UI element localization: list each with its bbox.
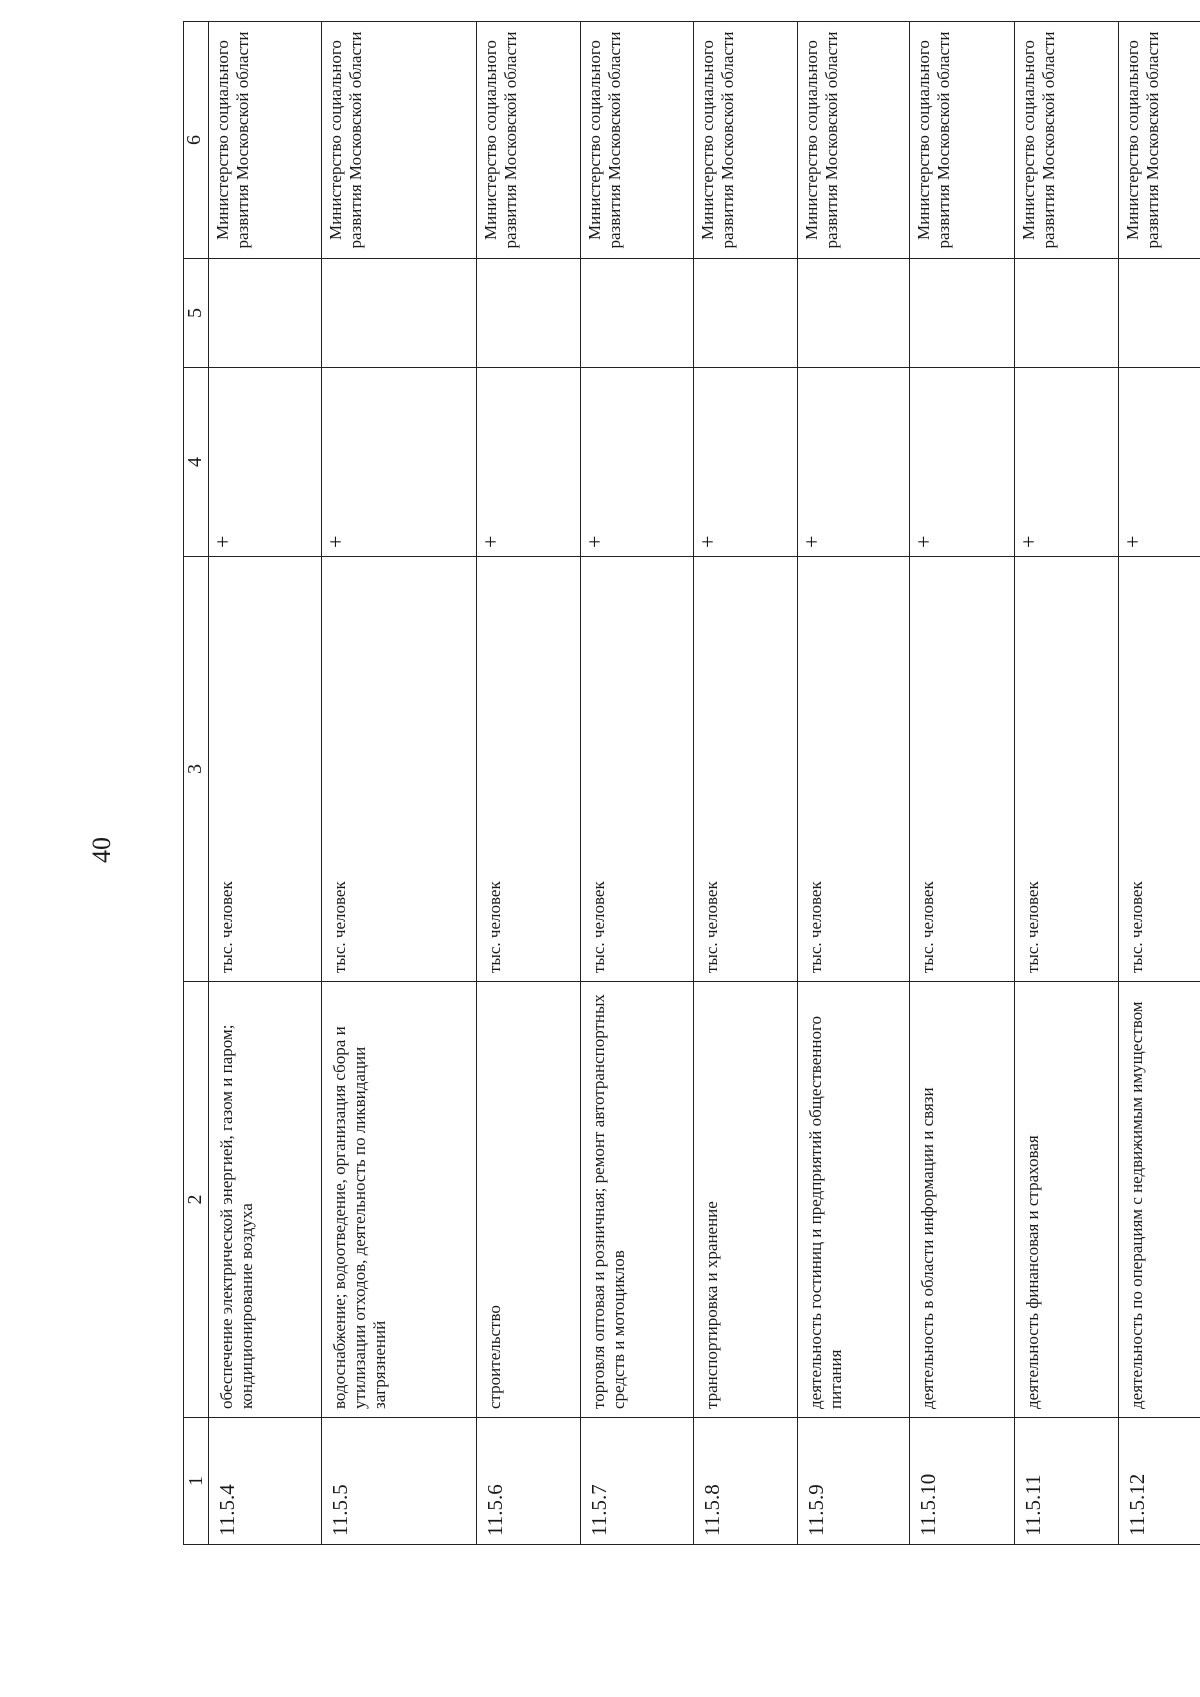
agency-cell: Министерство социального развития Московской области <box>910 22 1014 259</box>
table-row <box>321 22 476 1545</box>
code-cell: 11.5.7 <box>580 1418 693 1545</box>
table-header-row <box>184 22 209 1545</box>
mark-cell: + <box>476 368 580 557</box>
unit-cell: тыс. человек <box>797 557 910 982</box>
unit-cell: тыс. человек <box>1014 557 1118 982</box>
mark-cell: + <box>580 368 693 557</box>
unit-cell: тыс. человек <box>580 557 693 982</box>
unit-cell: тыс. человек <box>910 557 1014 982</box>
unit-cell: тыс. человек <box>693 557 797 982</box>
name-cell: деятельность финансовая и страховая <box>1014 982 1118 1418</box>
agency-cell: Министерство социального развития Московской области <box>476 22 580 259</box>
header-col-1: 1 <box>184 1418 209 1545</box>
name-cell: обеспечение электрической энергией, газом и паром; кондиционирование воздуха <box>209 982 322 1418</box>
code-cell: 11.5.4 <box>209 1418 322 1545</box>
table-row <box>476 22 580 1545</box>
mark-cell: + <box>1118 368 1200 557</box>
code-cell: 11.5.12 <box>1118 1418 1200 1545</box>
col5-cell <box>693 259 797 368</box>
mark-cell: + <box>321 368 476 557</box>
col5-cell <box>797 259 910 368</box>
col5-cell <box>209 259 322 368</box>
name-cell: транспортировка и хранение <box>693 982 797 1418</box>
col5-cell <box>321 259 476 368</box>
page-number: 40 <box>87 837 116 863</box>
name-cell: деятельность в области информации и связи <box>910 982 1014 1418</box>
name-cell: водоснабжение; водоотведение, организация сбора и утилизации отходов, деятельность по ликвидации загрязнений <box>321 982 476 1418</box>
name-cell: деятельность по операциям с недвижимым имуществом <box>1118 982 1200 1418</box>
code-cell: 11.5.5 <box>321 1418 476 1545</box>
agency-cell: Министерство социального развития Московской области <box>1014 22 1118 259</box>
header-col-6: 6 <box>184 22 209 259</box>
mark-cell: + <box>1014 368 1118 557</box>
name-cell: строительство <box>476 982 580 1418</box>
agency-cell: Министерство социального развития Московской области <box>580 22 693 259</box>
code-cell: 11.5.6 <box>476 1418 580 1545</box>
agency-cell: Министерство социального развития Московской области <box>1118 22 1200 259</box>
name-cell: деятельность гостиниц и предприятий общественного питания <box>797 982 910 1418</box>
mark-cell: + <box>209 368 322 557</box>
col5-cell <box>476 259 580 368</box>
header-col-2: 2 <box>184 982 209 1418</box>
name-cell: торговля оптовая и розничная; ремонт автотранспортных средств и мотоциклов <box>580 982 693 1418</box>
unit-cell: тыс. человек <box>321 557 476 982</box>
table-row <box>209 22 322 1545</box>
agency-cell: Министерство социального развития Московской области <box>321 22 476 259</box>
indicators-table <box>183 21 1200 1545</box>
mark-cell: + <box>693 368 797 557</box>
code-cell: 11.5.10 <box>910 1418 1014 1545</box>
mark-cell: + <box>910 368 1014 557</box>
code-cell: 11.5.8 <box>693 1418 797 1545</box>
header-col-5: 5 <box>184 259 209 368</box>
table-body <box>209 22 1200 1545</box>
col5-cell <box>1118 259 1200 368</box>
table-row <box>1118 22 1200 1545</box>
table-row <box>797 22 910 1545</box>
col5-cell <box>1014 259 1118 368</box>
mark-cell: + <box>797 368 910 557</box>
agency-cell: Министерство социального развития Московской области <box>797 22 910 259</box>
agency-cell: Министерство социального развития Московской области <box>693 22 797 259</box>
unit-cell: тыс. человек <box>476 557 580 982</box>
table-row <box>1014 22 1118 1545</box>
header-col-3: 3 <box>184 557 209 982</box>
unit-cell: тыс. человек <box>209 557 322 982</box>
col5-cell <box>910 259 1014 368</box>
agency-cell: Министерство социального развития Московской области <box>209 22 322 259</box>
header-col-4: 4 <box>184 368 209 557</box>
unit-cell: тыс. человек <box>1118 557 1200 982</box>
table-rotator <box>183 31 1200 1545</box>
code-cell: 11.5.11 <box>1014 1418 1118 1545</box>
col5-cell <box>580 259 693 368</box>
table-row <box>910 22 1014 1545</box>
table-row <box>580 22 693 1545</box>
code-cell: 11.5.9 <box>797 1418 910 1545</box>
table-row <box>693 22 797 1545</box>
